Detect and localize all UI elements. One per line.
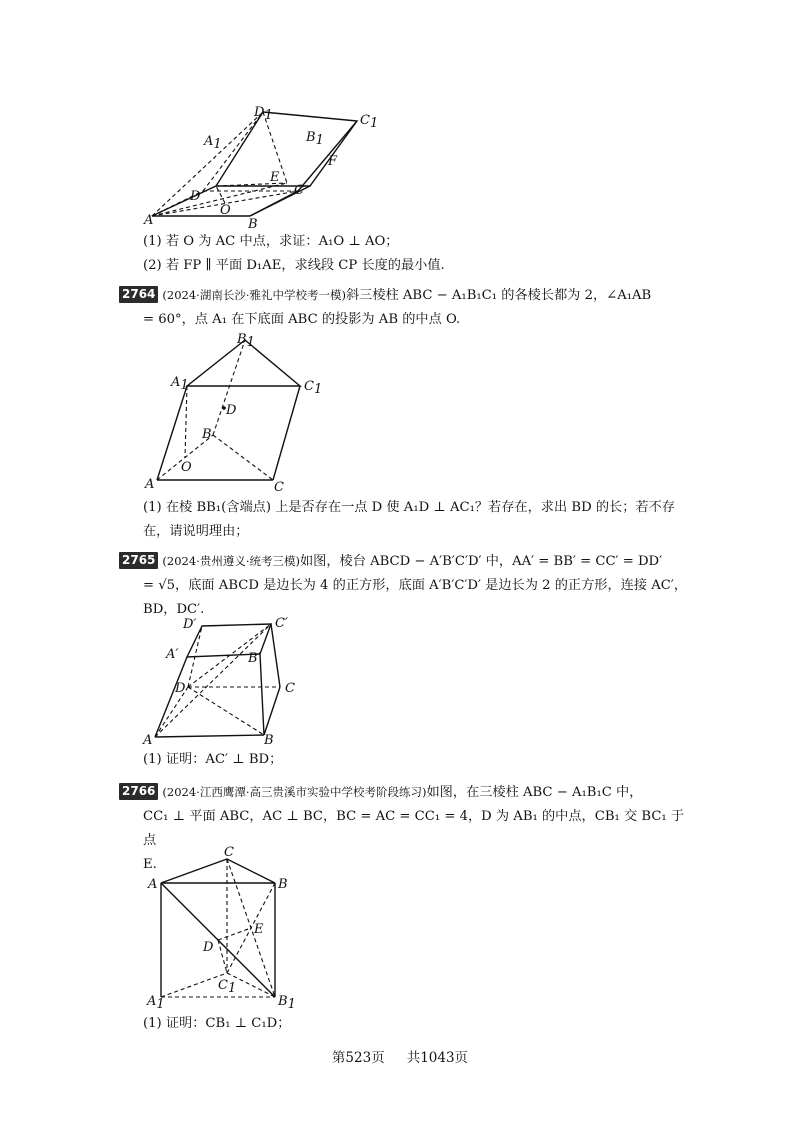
problem-text: 如图，棱台 ABCD − A′B′C′D′ 中，AA′ = BB′ = CC′ = DD′ — [299, 554, 663, 569]
figure-triangular-prism — [140, 328, 323, 495]
segment-ad1 — [152, 112, 263, 216]
svg-text:A1: A1 — [171, 375, 189, 393]
problem-source: (2024·贵州遵义·统考三模) — [162, 554, 300, 568]
svg-text:B: B — [264, 733, 274, 748]
svg-text:A1: A1 — [147, 994, 165, 1012]
svg-text:D: D — [190, 189, 201, 204]
problem-text: 如图，在三棱柱 ABC − A₁B₁C 中， — [426, 785, 643, 800]
svg-text:O: O — [220, 203, 231, 218]
problem-text: 斜三棱柱 ABC − A₁B₁C₁ 的各棱长都为 2，∠A₁AB — [345, 288, 652, 303]
question-2764-1a: (1) 在棱 BB₁(含端点) 上是否存在一点 D 使 A₁D ⊥ AC₁？若存在，求出 BD 的长；若不存 — [143, 500, 675, 515]
problem-text: = 60°，点 A₁ 在下底面 ABC 的投影为 AB 的中点 O. — [143, 312, 461, 327]
frustum-diagram — [140, 612, 315, 747]
problem-number-badge: 2766 — [119, 783, 158, 800]
top-face — [216, 112, 357, 186]
figure-frustum — [140, 612, 315, 747]
svg-text:C: C — [274, 480, 284, 495]
svg-text:E: E — [254, 922, 264, 937]
svg-text:B: B — [248, 217, 258, 232]
edge-cc1 — [273, 386, 300, 480]
svg-text:A: A — [148, 877, 158, 892]
problem-2764 — [119, 283, 689, 332]
edge-bc — [250, 191, 298, 216]
edge-cc1 — [271, 624, 280, 687]
svg-text:F: F — [328, 154, 338, 169]
svg-text:B: B — [202, 427, 212, 442]
page-total: 共1043页 — [406, 1050, 469, 1066]
parallelepiped-diagram — [140, 100, 390, 230]
svg-text:D: D — [203, 940, 214, 955]
problem-source: (2024·湖南长沙·雅礼中学校考一模) — [162, 288, 346, 302]
top-face — [161, 859, 275, 883]
svg-text:A′: A′ — [166, 647, 179, 662]
svg-text:B: B — [278, 877, 288, 892]
figure-right-prism — [145, 845, 300, 1010]
svg-text:C′: C′ — [275, 616, 288, 631]
question-2764-1b: 在，请说明理由； — [143, 524, 249, 539]
svg-text:B′: B′ — [248, 651, 261, 666]
edge-bc — [264, 687, 280, 735]
problem-text: CC₁ ⊥ 平面 ABC，AC ⊥ BC，BC = AC = CC₁ = 4，D 为 AB₁ 的中点，CB₁ 交 BC₁ 于点 — [143, 809, 685, 848]
svg-text:A: A — [144, 213, 154, 228]
svg-text:D1: D1 — [254, 105, 273, 123]
question-prev-2: (2) 若 FP ∥ 平面 D₁AE，求线段 CP 长度的最小值. — [143, 258, 445, 273]
svg-text:O: O — [181, 460, 192, 475]
svg-text:C: C — [285, 681, 295, 696]
segment-a1o — [216, 186, 225, 203]
svg-text:A1: A1 — [204, 134, 222, 152]
svg-text:B1: B1 — [237, 332, 255, 350]
prism-diagram — [140, 328, 323, 495]
page-footer — [0, 1046, 800, 1066]
question-2765-1: (1) 证明：AC′ ⊥ BD； — [143, 752, 283, 767]
problem-text: = √5，底面 ABCD 是边长为 4 的正方形，底面 A′B′C′D′ 是边长为 2 的正方形，连接 AC′， — [143, 578, 688, 593]
svg-text:E: E — [270, 170, 280, 185]
figure-parallelepiped — [140, 100, 390, 230]
svg-text:D: D — [175, 681, 186, 696]
svg-text:C1: C1 — [304, 379, 323, 397]
edge-ab — [155, 735, 264, 737]
svg-text:A: A — [145, 477, 155, 492]
edge-aa1 — [155, 657, 187, 737]
svg-text:D: D — [226, 403, 237, 418]
svg-text:A: A — [143, 733, 153, 748]
page-number: 第523页 — [331, 1050, 385, 1066]
right-prism-diagram — [145, 845, 300, 1010]
question-prev-1: (1) 若 O 为 AC 中点，求证：A₁O ⊥ AO； — [143, 234, 399, 249]
edge-bb1 — [260, 654, 264, 735]
svg-text:C: C — [224, 845, 234, 860]
problem-number-badge: 2764 — [119, 286, 158, 303]
segment-bd — [188, 687, 264, 735]
edge-bc — [213, 435, 273, 480]
svg-text:C1: C1 — [218, 978, 237, 996]
edge-bb1 — [213, 340, 245, 435]
svg-text:B1: B1 — [306, 130, 324, 148]
svg-text:C1: C1 — [360, 113, 379, 131]
svg-text:D′: D′ — [183, 617, 197, 632]
edge-dd1 — [203, 112, 263, 191]
svg-text:C: C — [294, 183, 304, 198]
problem-text: BD，DC′. — [143, 602, 205, 617]
segment-a1o — [185, 386, 187, 458]
problem-text: E. — [143, 857, 157, 872]
segment-ac1 — [155, 624, 271, 737]
problem-source: (2024·江西鹰潭·高三贵溪市实验中学校考阶段练习) — [162, 785, 427, 799]
segment-de — [218, 928, 251, 940]
question-2766-1: (1) 证明：CB₁ ⊥ C₁D； — [143, 1016, 291, 1031]
svg-text:B1: B1 — [278, 994, 296, 1012]
problem-number-badge: 2765 — [119, 552, 158, 569]
